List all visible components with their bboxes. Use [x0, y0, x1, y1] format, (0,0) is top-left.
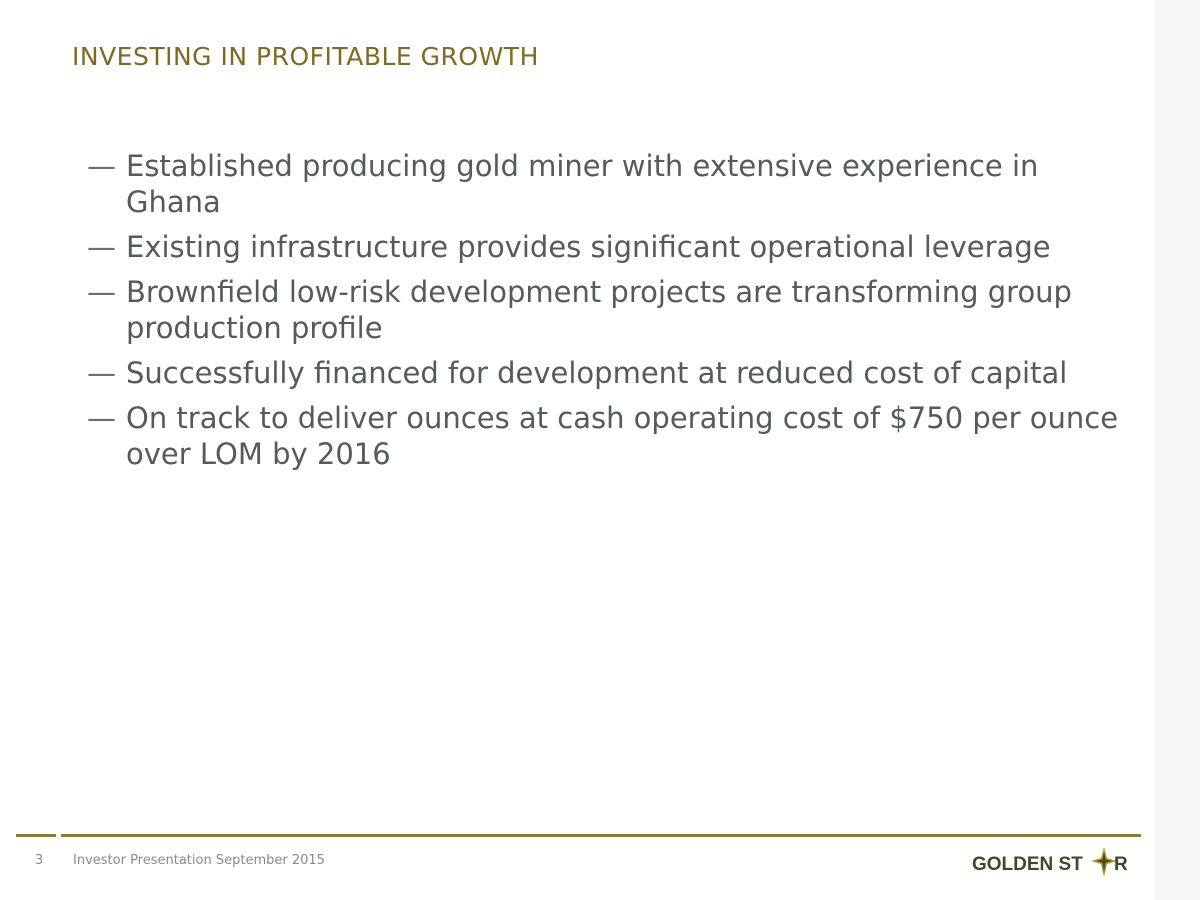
golden-star-logo — [972, 843, 1132, 883]
bullet-dash: — — [87, 230, 116, 264]
footer-text: Investor Presentation September 2015 — [73, 853, 325, 868]
page-number: 3 — [35, 853, 44, 868]
bullet-text: Successfully financed for development at reduced cost of capital — [126, 356, 1068, 390]
bullet-text: Brownfield low-risk development projects are transforming group production profile — [126, 275, 1072, 345]
bullet-dash: — — [87, 275, 116, 309]
bullet-item — [87, 229, 1127, 265]
bullet-dash: — — [87, 356, 116, 390]
slide-title: INVESTING IN PROFITABLE GROWTH — [72, 42, 539, 71]
bullet-item — [87, 148, 1127, 220]
logo-text-golden: GOLDEN ST — [972, 854, 1083, 875]
footer-rule-short — [16, 834, 56, 837]
bullet-item — [87, 274, 1127, 346]
bullet-item — [87, 400, 1127, 472]
bullet-text: Existing infrastructure provides significant operational leverage — [126, 230, 1051, 264]
bullet-text: On track to deliver ounces at cash operating cost of $750 per ounce over LOM by 2016 — [126, 401, 1119, 471]
bullet-text: Established producing gold miner with extensive experience in Ghana — [126, 149, 1039, 219]
bullet-dash: — — [87, 401, 116, 435]
slide-edge-shade — [1155, 0, 1200, 900]
bullet-item — [87, 355, 1127, 391]
footer-rule — [61, 834, 1141, 837]
bullet-dash: — — [87, 149, 116, 183]
svg-text:R: R — [1114, 854, 1128, 875]
bullet-list — [87, 148, 1127, 481]
